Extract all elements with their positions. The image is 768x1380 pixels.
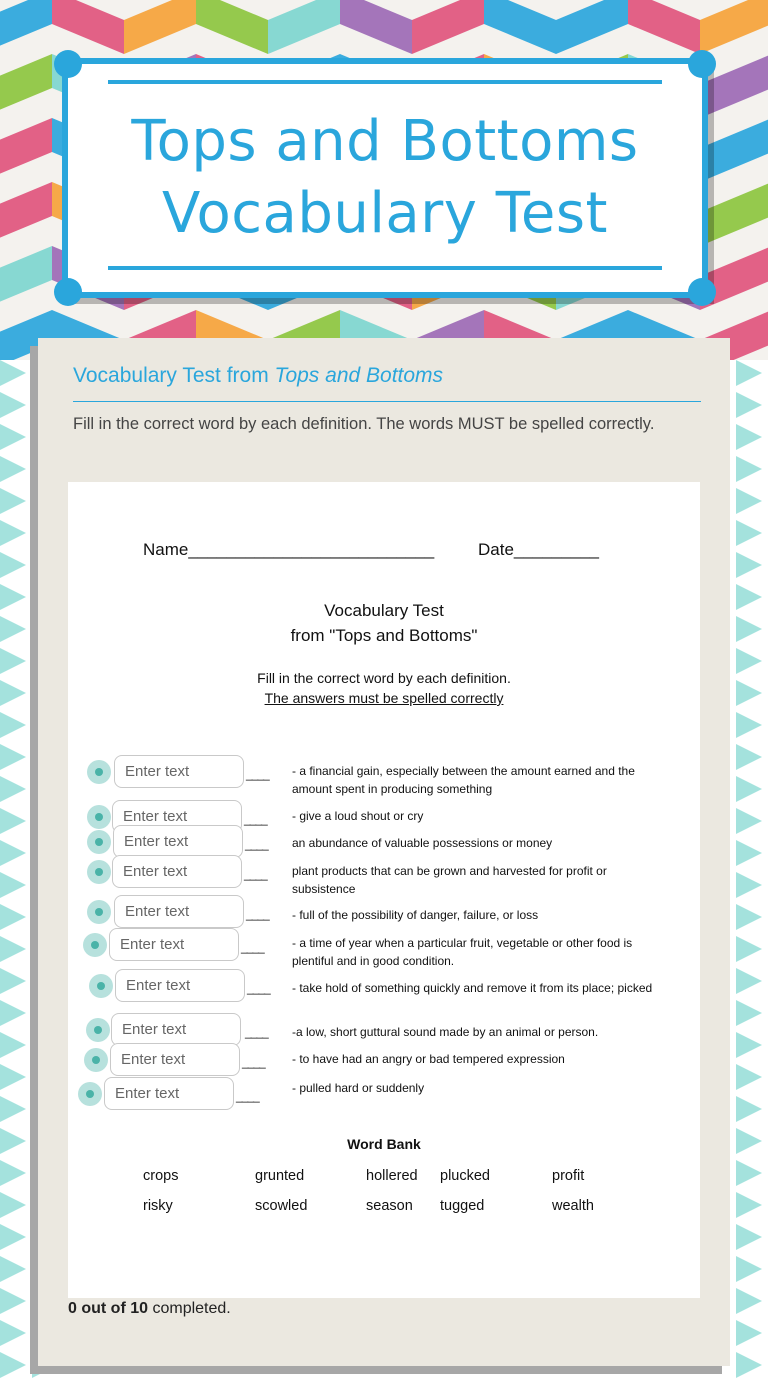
definition-text: -a low, short guttural sound made by an animal or person. [292, 1025, 599, 1039]
answer-blank-line: ____ [236, 1089, 259, 1103]
word-bank-word: profit [552, 1168, 585, 1184]
section-heading-book-title: Tops and Bottoms [274, 364, 444, 387]
worksheet-image [68, 482, 700, 1298]
name-line: Name__________________________ [143, 540, 435, 559]
answer-blank-line: ____ [242, 1055, 265, 1069]
definition-text: - pulled hard or suddenly [292, 1081, 425, 1095]
answer-input[interactable] [115, 969, 245, 1002]
word-bank-word: hollered [366, 1168, 418, 1184]
answer-blank-line: ____ [245, 1025, 268, 1039]
word-bank-word: wealth [552, 1198, 594, 1214]
definition-text: - full of the possibility of danger, failure, or loss [292, 908, 539, 922]
answer-status-icon [83, 933, 107, 957]
section-heading-prefix: Vocabulary Test from [73, 364, 275, 387]
page-title [68, 106, 702, 250]
answer-input[interactable] [113, 825, 243, 858]
answer-status-icon [87, 760, 111, 784]
answer-input[interactable] [104, 1077, 234, 1110]
definition-text: - a time of year when a particular fruit, vegetable or other food is plentiful and in good condition. [292, 936, 633, 968]
definition-text: - to have had an angry or bad tempered expression [292, 1052, 565, 1066]
definition-text: - give a loud shout or cry [292, 809, 424, 823]
progress-count: 0 out of 10 [68, 1300, 149, 1317]
answer-blank-line: ____ [247, 981, 270, 995]
answer-blank-line: ____ [241, 940, 264, 954]
definition-text: plant products that can be grown and harvested for profit or subsistence [292, 864, 607, 896]
word-bank-word: crops [143, 1168, 179, 1184]
date-line: Date_________ [478, 540, 600, 559]
corner-ornament [54, 50, 82, 78]
answer-status-icon [87, 860, 111, 884]
definition-text: an abundance of valuable possessions or money [292, 836, 553, 850]
answer-input[interactable] [114, 895, 244, 928]
answer-input[interactable] [114, 755, 244, 788]
word-bank-word: scowled [255, 1198, 308, 1214]
corner-ornament [54, 278, 82, 306]
worksheet-instructions [68, 668, 700, 708]
answer-status-icon [89, 974, 113, 998]
answer-input[interactable] [112, 855, 242, 888]
worksheet-instructions-line-1: Fill in the correct word by each definition. [257, 670, 511, 686]
answer-status-icon [87, 830, 111, 854]
progress-suffix: completed. [148, 1300, 231, 1317]
corner-ornament [688, 50, 716, 78]
heading-divider [73, 401, 701, 402]
worksheet-title-line-2: from "Tops and Bottoms" [290, 626, 478, 645]
definition-text: - a financial gain, especially between the amount earned and the amount spent in producing something [292, 764, 635, 796]
word-bank-title: Word Bank [347, 1136, 421, 1152]
section-heading [73, 364, 443, 388]
worksheet-title [68, 598, 700, 648]
answer-status-icon [78, 1082, 102, 1106]
word-bank-word: grunted [255, 1168, 305, 1184]
title-line-2: Vocabulary Test [162, 181, 608, 246]
answer-status-icon [87, 805, 111, 829]
title-line-1: Tops and Bottoms [131, 109, 639, 174]
word-bank-word: season [366, 1198, 413, 1214]
answer-input[interactable] [111, 1013, 241, 1046]
answer-blank-line: ____ [245, 837, 268, 851]
answer-blank-line: ____ [244, 867, 267, 881]
word-bank-word: risky [143, 1198, 173, 1214]
title-bottom-rule [108, 266, 662, 270]
instructions-text: Fill in the correct word by each definition. The words MUST be spelled correctly. [73, 415, 655, 433]
answer-input[interactable] [110, 1043, 240, 1076]
answer-status-icon [84, 1048, 108, 1072]
answer-blank-line: ____ [246, 767, 269, 781]
answer-blank-line: ____ [246, 907, 269, 921]
answer-input[interactable] [109, 928, 239, 961]
worksheet-instructions-line-2: The answers must be spelled correctly [264, 690, 504, 706]
progress-status [68, 1300, 231, 1318]
word-bank-word: plucked [440, 1168, 490, 1184]
word-bank-word: tugged [440, 1198, 485, 1214]
corner-ornament [688, 278, 716, 306]
answer-status-icon [87, 900, 111, 924]
answer-status-icon [86, 1018, 110, 1042]
answer-blank-line: ____ [244, 812, 267, 826]
content-panel [38, 338, 730, 1366]
title-card [62, 58, 708, 298]
definition-text: - take hold of something quickly and remove it from its place; picked [292, 981, 653, 995]
worksheet-title-line-1: Vocabulary Test [324, 601, 444, 620]
title-top-rule [108, 80, 662, 84]
